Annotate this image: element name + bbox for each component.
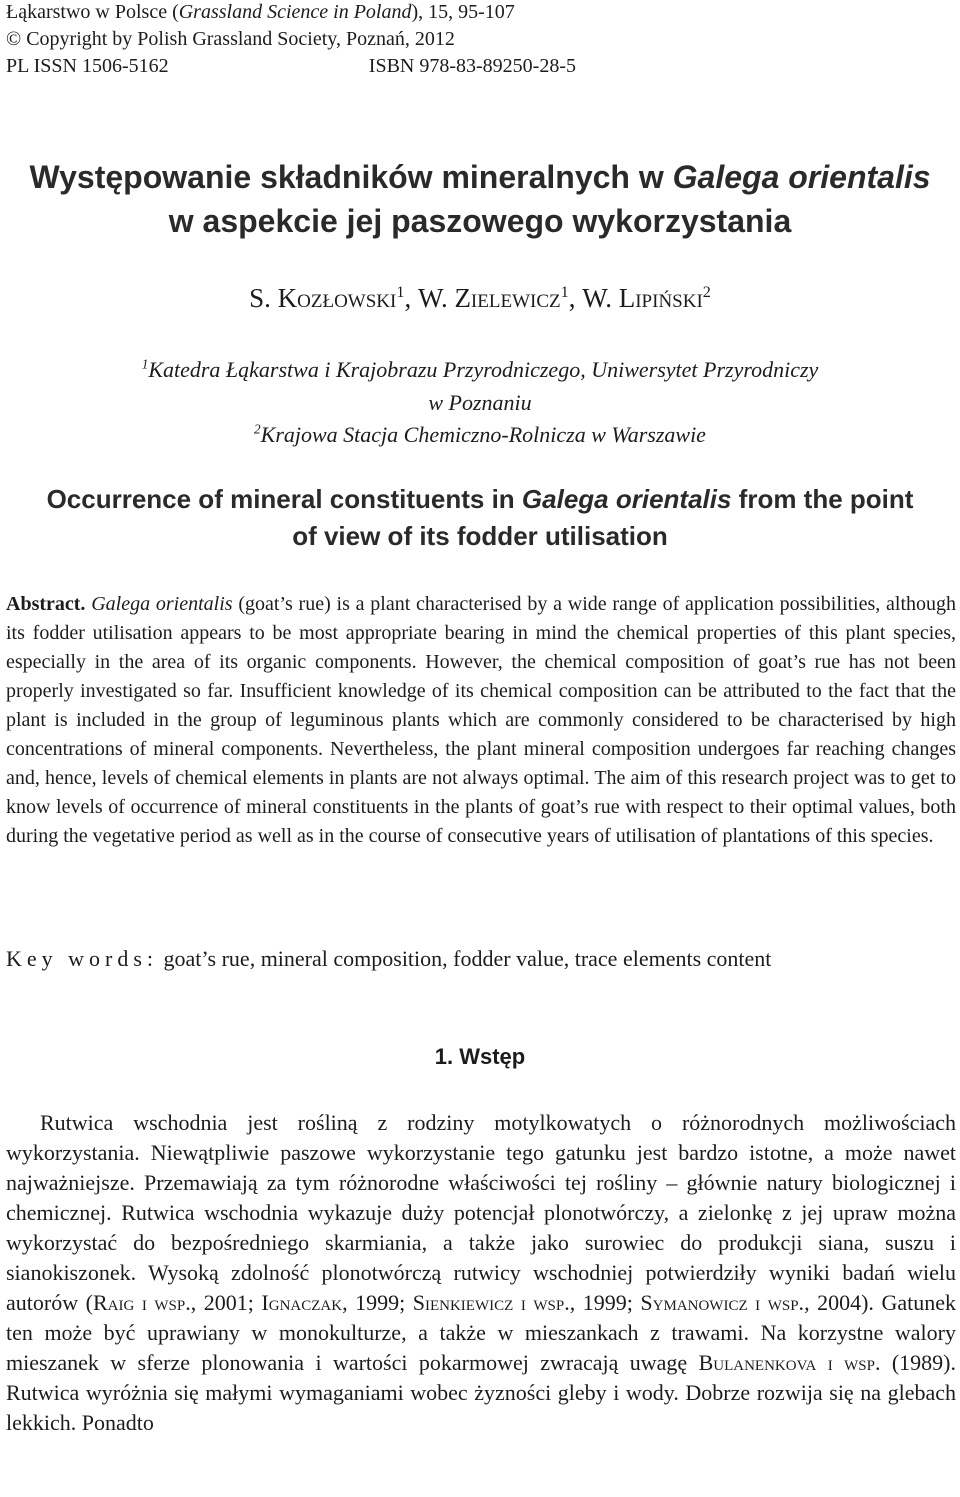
title-polish-line2: w aspekcie jej paszowego wykorzystania [168,203,792,239]
species-name: Galega orientalis [672,159,931,195]
citation-author: Sienkiewicz [412,1290,514,1315]
affiliation-1-city: w Poznaniu [428,390,532,415]
keywords-label: Key words: [6,946,159,971]
citation-author: Raig [92,1290,135,1315]
issn-isbn-line [6,54,576,78]
species-name: Galega orientalis [91,593,233,615]
citation-author: Bulanenkova [698,1350,817,1375]
abstract-label: Abstract. [6,593,86,615]
title-polish [0,155,960,243]
author-3: W. Lipiński [582,283,703,313]
title-polish-line1: Występowanie składników mineralnych w Galega orientalis [29,159,931,195]
abstract [6,590,956,851]
abstract-text: (goat’s rue) is a plant characterised by a wide range of application possibilities, although its fodder utilisation appears to be most appropriate bearing in mind the chemical properties of this plant species, especially in the area of its organic components. However, the chemical composition of goat’s rue has not been properly investigated so far. Insufficient knowledge of its chemical composition can be attributed to the fact that the plant is included in the group of leguminous plants which are commonly considered to be characterised by high concentrations of mineral components. Nevertheless, the plant mineral composition undergoes far reaching changes and, hence, levels of chemical elements in plants are not always optimal. The aim of this research project was to get to know levels of occurrence of mineral constituents in the plants of goat’s rue with respect to their optimal values, both during the vegetative period as well as in the course of consecutive years of utilisation of plantations of this species. [6,593,957,847]
introduction-paragraph: Rutwica wschodnia jest rośliną z rodziny motylkowatych o różnorodnych możliwościach wykorzystania. Niewątpliwie paszowe wykorzystanie tego gatunku jest bardzo istotne, a może nawet najważniejsze. Przemawiają za tym różnorodne właściwości tej rośliny – głównie natury biologicznej i chemicznej. Rutwica wschodnia wykazuje duży potencjał plonotwórczy, a zielonkę z jej upraw można wykorzystać do bezpośredniego skarmiania, a także jako surowiec do produkcji siana, suszu i sianokiszonek. Wysoką zdolność plonotwórczą rutwicy wschodniej potwierdziły wyniki badań wielu autorów (Raig i wsp., 2001; Ignaczak, 1999; Sienkiewicz i wsp., 1999; Symanowicz i wsp., 2004). Gatunek ten może być uprawiany w monokulturze, a także w mieszankach z trawami. Na korzystne walory mieszanek w sferze plonowania i wartości pokarmowej zwracają uwagę Bulanenkova i wsp. (1989). Rutwica wyróżnia się małymi wymaganiami wobec żyzności gleby i wody. Dobrze rozwija się na glebach lekkich. Ponadto [6,1110,956,1435]
issn: PL ISSN 1506-5162 [6,55,169,77]
journal-name: Łąkarstwo w Polsce ( [6,1,179,23]
species-name: Galega orientalis [521,484,732,514]
author-list: S. Kozłowski$^1$, W. Zielewicz$^1$, W. Lipiński$^2$ [249,283,711,313]
journal-name-english: Grassland Science in Poland [178,1,412,23]
affiliation-2: $^2$Krajowa Stacja Chemiczno-Rolnicza w Warszawie [254,421,706,447]
author-2: W. Zielewicz [417,283,561,313]
author-1: S. Kozłowski [249,283,397,313]
citation-author: Symanowicz [640,1290,748,1315]
section-heading: 1. Wstęp [434,1044,526,1069]
keywords [6,943,956,975]
citation-author: Ignaczak [261,1290,343,1315]
affiliation-1: $^1$Katedra Łąkarstwa i Krajobrazu Przyrodniczego, Uniwersytet Przyrodniczy [141,356,819,382]
title-english [0,481,960,555]
title-english-line2: of view of its fodder utilisation [292,521,668,551]
journal-volume-pages: ), 15, 95-107 [411,1,515,23]
keywords-text: goat’s rue, mineral composition, fodder value, trace elements content [163,946,772,971]
title-english-line1: Occurrence of mineral constituents in Galega orientalis from the point [46,484,914,514]
isbn: ISBN 978-83-89250-28-5 [368,55,576,77]
copyright-line: © Copyright by Polish Grassland Society, Poznań, 2012 [6,28,455,50]
journal-citation-line [6,0,515,24]
